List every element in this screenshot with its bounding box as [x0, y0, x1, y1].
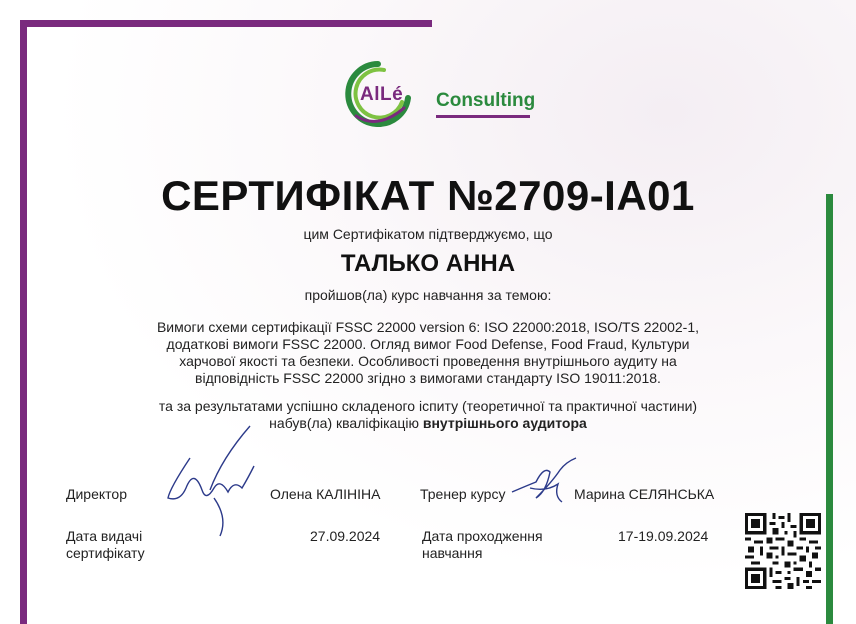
company-logo — [338, 58, 538, 130]
training-date-label-line1: Дата проходження — [422, 528, 543, 544]
certificate-title: СЕРТИФІКАТ №2709-IA01 — [161, 172, 695, 219]
training-date-label-line2: навчання — [422, 545, 483, 561]
frame-top-bar — [20, 20, 432, 27]
frame-left-bar — [20, 20, 27, 624]
qualification-title: внутрішнього аудитора — [422, 415, 587, 431]
qr-code-icon — [745, 513, 821, 589]
recipient-name: ТАЛЬКО АННА — [340, 250, 516, 277]
issue-date-label-line2: сертифікату — [66, 545, 145, 561]
result-line: та за результатами успішно складеного іспиту (теоретичної та практичної частини) — [158, 398, 698, 414]
logo-underline — [436, 115, 530, 118]
training-date-label — [422, 528, 543, 562]
director-signature-icon — [150, 418, 270, 542]
issue-date-label-line1: Дата видачі — [66, 528, 143, 544]
training-date: 17-19.09.2024 — [618, 528, 709, 544]
course-topic: Вимоги схеми сертифікації FSSC 22000 version 6: ISO 22000:2018, ISO/TS 22002-1, додаткові вимоги FSSC 22000. Огляд вимог Food Defense, Food Fraud, Культури харчової якості та безпеки. Особливості проведення внутрішнього аудиту на відповідність FSSC 22000 згідно з вимогами стандарту ISO 19011:2018. — [156, 319, 700, 386]
qualification-line — [0, 415, 856, 432]
qualification-prefix: набув(ла) кваліфікацію — [269, 415, 419, 431]
issue-date-label — [66, 528, 145, 562]
director-name: Олена КАЛІНІНА — [270, 486, 381, 502]
issue-date: 27.09.2024 — [310, 528, 381, 544]
trainer-label: Тренер курсу — [420, 486, 506, 502]
director-label: Директор — [66, 486, 127, 502]
logo-consulting-text: Consulting — [436, 90, 536, 111]
trainer-name: Марина СЕЛЯНСЬКА — [574, 486, 715, 502]
course-intro-text: пройшов(ла) курс навчання за темою: — [304, 287, 552, 303]
logo-brand-text: AlLé — [360, 84, 404, 105]
trainer-signature-icon — [506, 452, 582, 508]
qualification-block — [0, 398, 856, 432]
intro-text: цим Сертифікатом підтверджуємо, що — [303, 226, 553, 242]
